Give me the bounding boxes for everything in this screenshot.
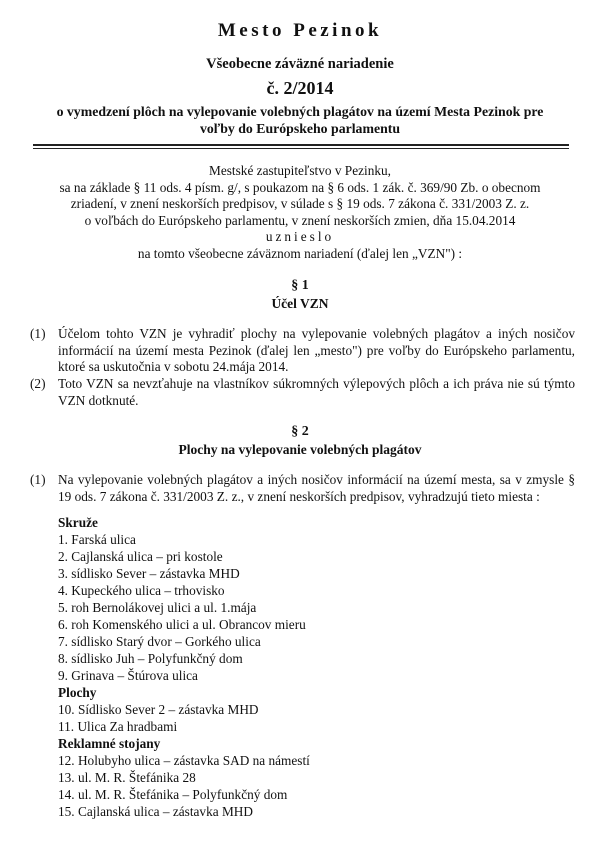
preamble-line: Mestské zastupiteľstvo v Pezinku, — [209, 163, 391, 178]
section-1-paragraph-1 — [30, 326, 575, 376]
preamble-resolved: uznieslo — [265, 229, 335, 244]
list-item: 5. roh Bernolákovej ulici a ul. 1.mája — [58, 600, 257, 615]
group-heading-skruze: Skruže — [58, 515, 98, 530]
section-2-number: § 2 — [291, 424, 309, 439]
section-1-title: Účel VZN — [271, 296, 329, 311]
document-type: Všeobecne záväzné nariadenie — [206, 56, 394, 72]
header-divider-thick — [33, 144, 569, 146]
locations-list — [58, 514, 538, 820]
list-item: 10. Sídlisko Sever 2 – zástavka MHD — [58, 702, 259, 717]
city-heading: Mesto Pezinok — [217, 20, 383, 41]
preamble-line: zriadení, v znení neskorších predpisov, v súlade s § 19 ods. 7 zákona č. 331/2003 Z. z. — [70, 196, 530, 211]
subject-line: o vymedzení plôch na vylepovanie volebných plagátov na území Mesta Pezinok pre — [56, 104, 544, 119]
paragraph-number: (1) — [30, 326, 46, 341]
section-2-title: Plochy na vylepovanie volebných plagátov — [178, 442, 422, 457]
section-2-paragraph-1 — [30, 472, 575, 505]
preamble-closing: na tomto všeobecne záväznom nariadení (ďalej len „VZN") : — [137, 245, 463, 261]
document-subject — [20, 103, 580, 137]
subject-line: voľby do Európskeho parlamentu — [199, 121, 401, 136]
list-item: 9. Grinava – Štúrova ulica — [58, 668, 198, 683]
document-number: č. 2/2014 — [266, 78, 334, 98]
list-item: 11. Ulica Za hradbami — [58, 719, 178, 734]
list-item: 7. sídlisko Starý dvor – Gorkého ulica — [58, 634, 261, 649]
list-item: 15. Cajlanská ulica – zástavka MHD — [58, 804, 253, 819]
list-item: 4. Kupeckého ulica – trhovisko — [58, 583, 225, 598]
list-item: 1. Farská ulica — [58, 532, 136, 547]
paragraph-text: Toto VZN sa nevzťahuje na vlastníkov súkromných výlepových plôch a ich práva nie sú týmto VZN dotknuté. — [58, 376, 575, 408]
list-item: 3. sídlisko Sever – zástavka MHD — [58, 566, 240, 581]
paragraph-text: Na vylepovanie volebných plagátov a iných nosičov informácií na území mesta, sa v zmysle § 19 ods. 7 zákona č. 331/2003 Z. z., v znení neskorších predpisov, vyhradzujú tieto miesta : — [58, 472, 575, 504]
list-item: 13. ul. M. R. Štefánika 28 — [58, 770, 196, 785]
paragraph-number: (1) — [30, 472, 46, 487]
paragraph-text: Účelom tohto VZN je vyhradiť plochy na vylepovanie volebných plagátov a iných nosičov informácií na území mesta Pezinok (ďalej len „mesto") pre voľby do Európskeho parlamentu, ktoré sa uskutočnia v sobotu 24.mája 2014. — [58, 326, 575, 375]
header-divider-thin — [33, 148, 569, 149]
group-heading-reklamne-stojany: Reklamné stojany — [58, 736, 161, 751]
paragraph-number: (2) — [30, 376, 46, 391]
list-item: 14. ul. M. R. Štefánika – Polyfunkčný dom — [58, 787, 288, 802]
list-item: 12. Holubyho ulica – zástavka SAD na námestí — [58, 753, 310, 768]
preamble-line: sa na základe § 11 ods. 4 písm. g/, s poukazom na § 6 ods. 1 zák. č. 369/90 Zb. o obecnom — [59, 179, 541, 195]
list-item: 8. sídlisko Juh – Polyfunkčný dom — [58, 651, 243, 666]
list-item: 2. Cajlanská ulica – pri kostole — [58, 549, 223, 564]
list-item: 6. roh Komenského ulici a ul. Obrancov mieru — [58, 617, 306, 632]
group-heading-plochy: Plochy — [58, 685, 97, 700]
section-1-paragraph-2 — [30, 376, 575, 409]
section-1-number: § 1 — [291, 278, 309, 293]
preamble — [20, 163, 580, 262]
preamble-line: o voľbách do Európskeho parlamentu, v znení neskorších zmien, dňa 15.04.2014 — [84, 212, 516, 228]
